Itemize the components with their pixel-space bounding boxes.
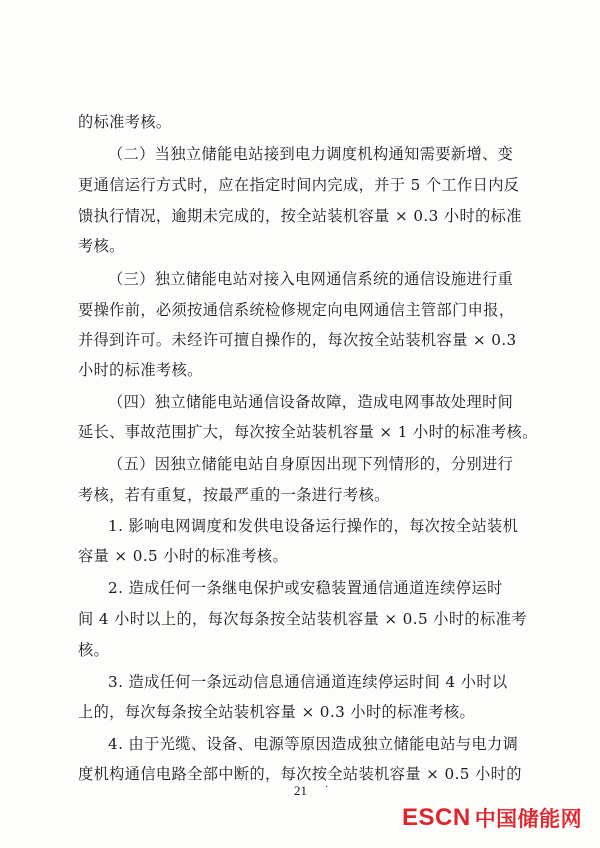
text-line: 要操作前，必须按通信系统检修规定向电网通信主管部门申报， bbox=[78, 301, 515, 319]
text-line: 4. 由于光缆、设备、电源等原因造成独立储能电站与电力调 bbox=[108, 735, 519, 753]
text-line: （五）因独立储能电站自身原因出现下列情形的，分别进行 bbox=[108, 455, 514, 473]
page-number: 21 bbox=[294, 783, 307, 798]
text-line: 3. 造成任何一条远动信息通信通道连续停运时间 4 小时以 bbox=[108, 673, 508, 691]
text-line: 2. 造成任何一条继电保护或安稳装置通信通道连续停运时 bbox=[108, 579, 503, 597]
text-line: 小时的标准考核。 bbox=[78, 361, 203, 379]
text-line: 考核，若有重复，按最严重的一条进行考核。 bbox=[78, 486, 390, 504]
text-line: 考核。 bbox=[78, 237, 125, 255]
watermark-chinese-text: 中国储能网 bbox=[474, 807, 583, 831]
text-line: 馈执行情况，逾期未完成的，按全站装机容量 × 0.3 小时的标准 bbox=[78, 207, 522, 225]
text-line: （四）独立储能电站通信设备故障，造成电网事故处理时间 bbox=[108, 393, 514, 411]
text-line: 间 4 小时以上的，每次每条按全站装机容量 × 0.5 小时的标准考 bbox=[78, 610, 527, 628]
text-line: 更通信运行方式时，应在指定时间内完成，并于 5 个工作日内反 bbox=[78, 176, 520, 194]
text-line: 1. 影响电网调度和发供电设备运行操作的，每次按全站装机 bbox=[108, 517, 519, 535]
text-line: 上的，每次每条按全站装机容量 × 0.3 小时的标准考核。 bbox=[78, 703, 476, 721]
watermark-latin-text: ESCN bbox=[402, 804, 471, 831]
stray-mark: · bbox=[325, 782, 329, 793]
text-line: （三）独立储能电站对接入电网通信系统的通信设施进行重 bbox=[108, 270, 514, 288]
text-line: 并得到许可。未经许可擅自操作的，每次按全站装机容量 × 0.3 bbox=[78, 331, 517, 349]
text-line: 度机构通信电路全部中断的，每次按全站装机容量 × 0.5 小时的 bbox=[78, 765, 522, 783]
text-line: 核。 bbox=[78, 641, 110, 659]
text-line: 容量 × 0.5 小时的标准考核。 bbox=[78, 547, 289, 565]
text-line: 延长、事故范围扩大，每次按全站装机容量 × 1 小时的标准考核。 bbox=[78, 423, 538, 441]
text-line: 的标准考核。 bbox=[78, 113, 172, 131]
escn-watermark-logo bbox=[402, 804, 582, 832]
text-line: （二）当独立储能电站接到电力调度机构通知需要新增、变 bbox=[108, 145, 514, 163]
